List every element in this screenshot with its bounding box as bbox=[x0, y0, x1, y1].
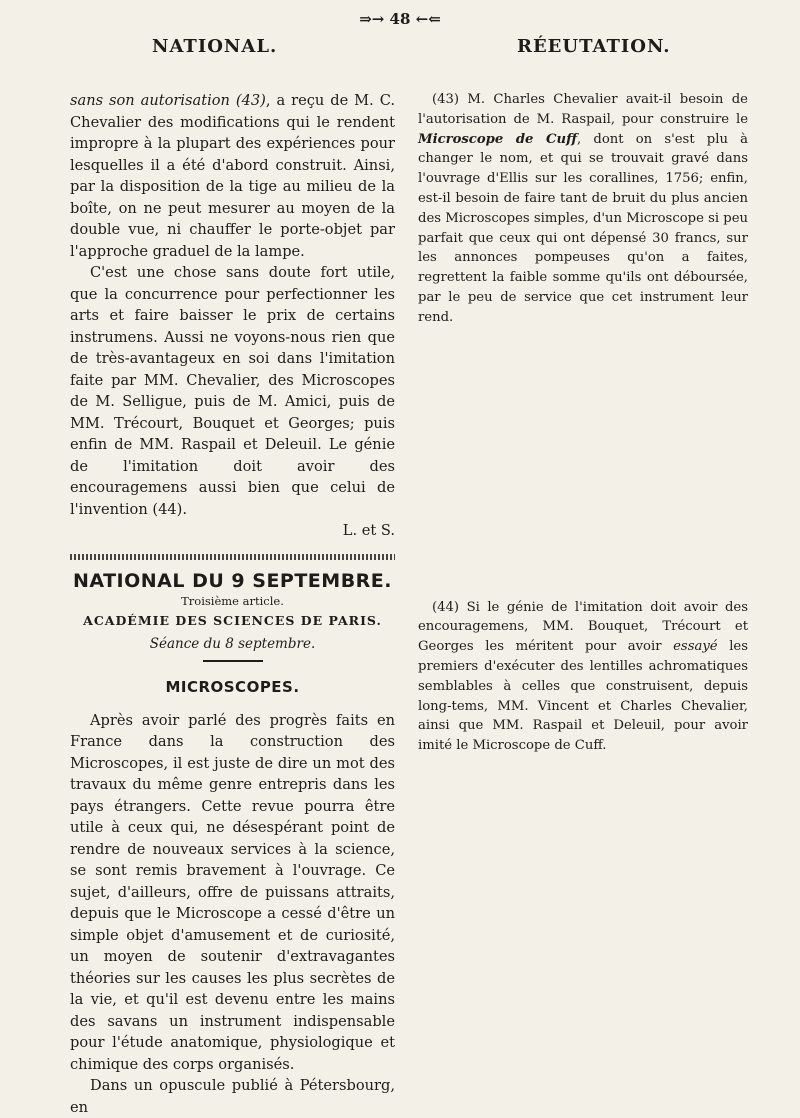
right-column bbox=[418, 90, 748, 756]
subhead-microscopes: MICROSCOPES. bbox=[165, 677, 300, 696]
paragraph-imitation: C'est une chose sans doute fort utile, que la concurrence pour perfectionner les arts et faire baisser le prix de certains instrumens. Aussi ne voyons-nous rien que de très-avantageux en soi dans l'imitation faite par MM. Chevalier, des Microscopes de M. Selligue, puis de M. Amici, puis de MM. Trécourt, Bouquet et Georges; puis enfin de MM. Raspail et Deleuil. Le génie de l'imitation doit avoir des encouragemens aussi bien que celui de l'invention (44). bbox=[70, 264, 395, 518]
short-rule bbox=[203, 660, 263, 662]
footnote-44 bbox=[418, 598, 748, 756]
intro-text: , a reçu de M. C. Chevalier des modifications qui le rendent impropre à la plupart des expériences pour lesquelles il a été d'abord construit. Ainsi, par la disposition de la tige au milieu de la boîte, on ne peut mesurer au moyen de la double vue, ni chauffer le porte-objet par l'approche graduel de la lampe. bbox=[70, 92, 395, 260]
signature: L. et S. bbox=[342, 522, 395, 539]
intro-paragraph bbox=[70, 90, 395, 262]
footnote-43-text-c: , dont on s'est plu à changer le nom, et qui se trouvait gravé dans l'ouvrage d'Ellis sur les corallines, 1756; enfin, est-il besoin de faire tant de bruit du plus ancien des Microscopes simples, d'un Microscope si peu parfait que ceux qui ont dépensé 30 francs, sur les annonces pompeuses qu'on a faites, regrettent la faible somme qu'ils ont déboursée, par le peu de service que cet instrument leur rend. bbox=[418, 131, 749, 325]
intro-italic: sans son autorisation (43) bbox=[70, 92, 266, 109]
footnote-43 bbox=[418, 90, 748, 328]
footnote-43-text-a: (43) M. Charles Chevalier avait-il besoin de l'autorisation de M. Raspail, pour construire le bbox=[418, 92, 748, 127]
paragraph-progress: Après avoir parlé des progrès faits en France dans la construction des Microscopes, il est juste de dire un mot des travaux du même genre entrepris dans les pays étrangers. Cette revue pourra être utile à ceux qui, ne désespérant point de rendre de nouveaux services à la science, se sont remis bravement à l'ouvrage. Ce sujet, d'ailleurs, offre de puissans attraits, depuis que le Microscope a cessé d'être un simple objet d'amusement et de curiosité, un moyen de soutenir d'extravagantes théories sur les causes les plus secrètes de la vie, et qu'il est devenu entre les mains des savans un instrument indispensable pour l'étude anatomique, physiologique et chimique des corps organisés. bbox=[70, 711, 395, 1073]
separator-rule bbox=[70, 554, 395, 560]
page-number: ⇒→ 48 ←⇐ bbox=[359, 10, 441, 28]
footnote-44-text-c: les premiers d'exécuter des lentilles achromatiques semblables à celles que construisent, depuis long-tems, MM. Vincent et Charles Chevalier, ainsi que MM. Raspail et Deleuil, pour avoir imité le Microscope de Cuff. bbox=[418, 639, 748, 754]
footnote-43-italic: Microscope de Cuff bbox=[418, 131, 578, 147]
seance-date: Séance du 8 septembre. bbox=[149, 635, 316, 652]
footnote-44-italic: essayé bbox=[673, 639, 718, 655]
column-header-right: RÉEUTATION. bbox=[517, 36, 671, 57]
section-title: NATIONAL DU 9 SEPTEMBRE. bbox=[72, 569, 393, 592]
footnote-44-text-a: (44) Si le génie de l'imitation doit avoir des encouragemens, MM. Bouquet, Trécourt et Georges les méritent pour avoir bbox=[418, 599, 748, 655]
column-header-left: NATIONAL. bbox=[152, 36, 278, 57]
left-column bbox=[70, 90, 395, 1118]
article-note: Troisième article. bbox=[181, 593, 284, 608]
paragraph-petersbourg: Dans un opuscule publié à Pétersbourg, en bbox=[70, 1077, 395, 1116]
academy-heading: ACADÉMIE DES SCIENCES DE PARIS. bbox=[83, 612, 382, 628]
